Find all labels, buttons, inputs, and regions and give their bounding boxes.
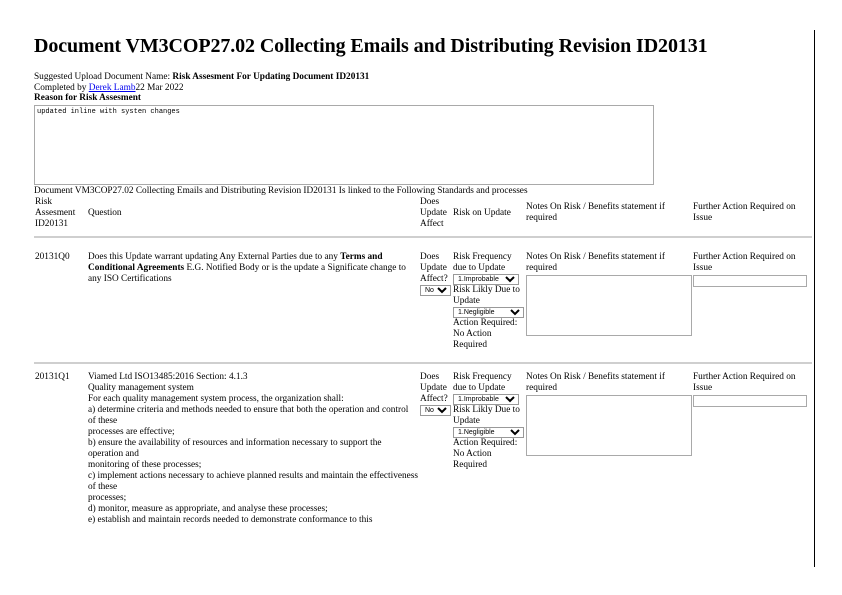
row-id: 20131Q0 <box>35 251 70 262</box>
risk-table <box>34 196 812 527</box>
reason-label: Reason for Risk Assesment <box>34 93 142 103</box>
linked-standards-text: Document VM3COP27.02 Collecting Emails and Distributing Revision ID20131 Is linked to the Following Standards and processes <box>34 185 528 196</box>
does-update-select[interactable] <box>420 405 451 416</box>
notes-textarea[interactable] <box>526 395 692 456</box>
risk-likely-select[interactable] <box>453 427 524 438</box>
further-action-label: Further Action Required on Issue <box>693 371 796 393</box>
header-notes: Notes On Risk / Benefits statement if required <box>526 201 665 223</box>
completed-by-line <box>34 83 812 94</box>
notes-cell <box>525 371 692 527</box>
risk-on-update-cell <box>452 371 525 527</box>
notes-label: Notes On Risk / Benefits statement if required <box>526 371 665 393</box>
completed-date: 22 Mar 2022 <box>135 82 184 93</box>
does-update-label: Does Update Affect? <box>420 251 448 284</box>
risk-frequency-select[interactable] <box>453 394 519 405</box>
completed-by-link[interactable]: Derek Lamb <box>88 82 136 93</box>
action-required-value: No Action Required <box>453 328 492 350</box>
page-content <box>34 35 812 527</box>
completed-by-label: Completed by <box>34 82 89 93</box>
header-question: Question <box>88 207 122 218</box>
further-action-input[interactable] <box>693 395 807 407</box>
further-action-cell <box>692 251 812 352</box>
suggested-name-value: Risk Assesment For Updating Document ID20131 <box>172 72 370 82</box>
notes-label: Notes On Risk / Benefits statement if required <box>526 251 665 273</box>
risk-frequency-label: Risk Frequency due to Update <box>453 251 512 273</box>
action-required-value: No Action Required <box>453 448 492 470</box>
further-action-cell <box>692 371 812 527</box>
action-required-label: Action Required: <box>453 437 518 448</box>
risk-likely-label: Risk Likly Due to Update <box>453 404 520 426</box>
row-id: 20131Q1 <box>35 371 70 382</box>
suggested-name-label: Suggested Upload Document Name: <box>34 72 173 82</box>
header-risk-on-update: Risk on Update <box>453 207 511 218</box>
page-right-border <box>814 30 815 567</box>
page-title: Document VM3COP27.02 Collecting Emails and Distributing Revision ID20131 <box>34 35 708 57</box>
header-id: Risk Assesment ID20131 <box>35 196 76 229</box>
risk-likely-select[interactable] <box>453 307 524 318</box>
reason-textarea[interactable] <box>34 105 654 185</box>
further-action-input[interactable] <box>693 275 807 287</box>
does-update-label: Does Update Affect? <box>420 371 448 404</box>
notes-textarea[interactable] <box>526 275 692 336</box>
risk-on-update-cell <box>452 251 525 352</box>
row-question: Does this Update warrant updating Any External Parties due to any Terms and Conditional Agreements E.G. Notified Body or is the update a Significate change to any ISO Certifications <box>88 251 406 284</box>
action-required-label: Action Required: <box>453 317 518 328</box>
header-does-update: Does Update Affect <box>420 196 447 229</box>
risk-frequency-label: Risk Frequency due to Update <box>453 371 512 393</box>
row-question: Viamed Ltd ISO13485:2016 Section: 4.1.3 Quality management system For each quality management system process, the organization shall: a) determine criteria and methods needed to ensure that both the operation and control of these processes are effective; b) ensure the availability of resources and information necessary to support the operation and monitoring of these processes; c) implement actions necessary to achieve planned results and maintain the effectiveness of these processes; d) monitor, measure as appropriate, and analyse these processes; e) establish and maintain records needed to demonstrate conformance to this <box>88 371 419 525</box>
further-action-label: Further Action Required on Issue <box>693 251 796 273</box>
does-update-cell <box>419 251 452 352</box>
does-update-select[interactable] <box>420 285 451 296</box>
risk-frequency-select[interactable] <box>453 274 519 285</box>
suggested-name-line <box>34 72 812 83</box>
table-row <box>34 371 812 527</box>
document-meta <box>34 72 812 104</box>
risk-likely-label: Risk Likly Due to Update <box>453 284 520 306</box>
does-update-cell <box>419 371 452 527</box>
table-row <box>34 251 812 352</box>
notes-cell <box>525 251 692 352</box>
header-further-action: Further Action Required on Issue <box>693 201 796 223</box>
table-header-row <box>34 196 812 237</box>
